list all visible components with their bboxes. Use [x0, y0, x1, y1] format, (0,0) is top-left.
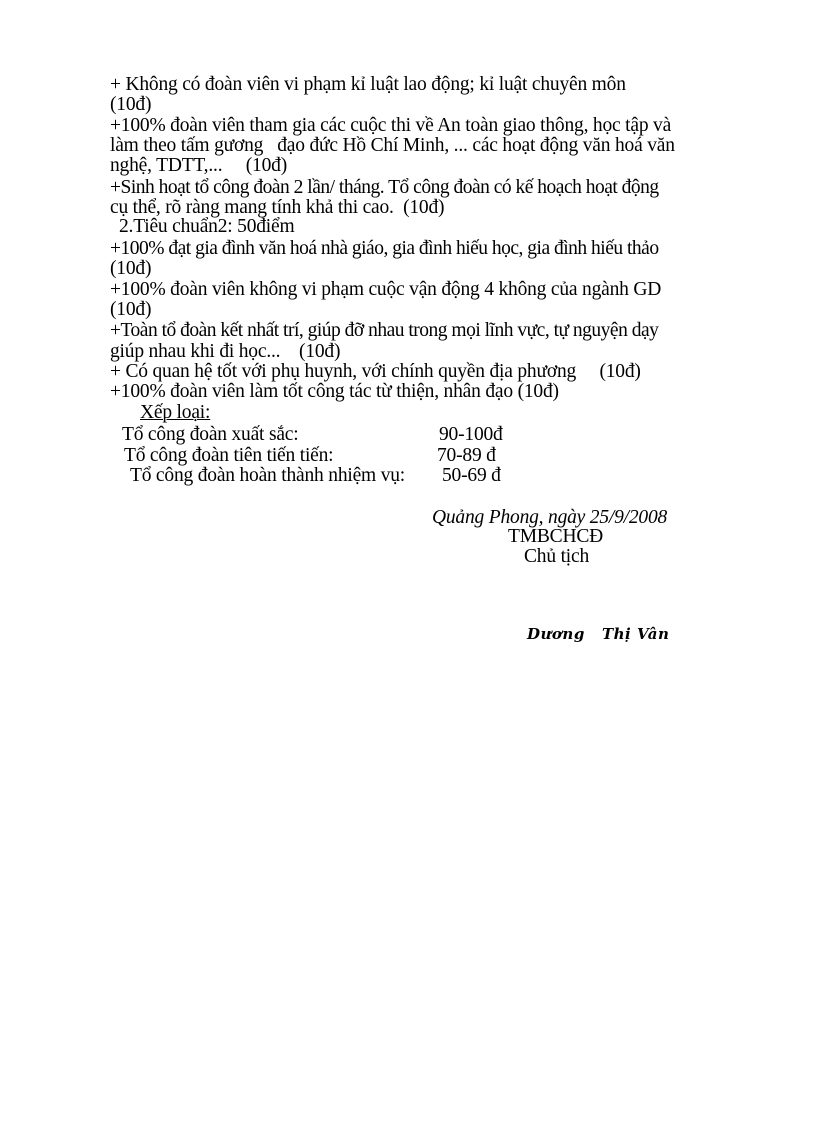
signature-org: TMBCHCĐ — [508, 526, 604, 547]
criteria2-item-1-line2: (10đ) — [110, 258, 152, 279]
criteria2-item-5-line1: +100% đoàn viên làm tốt công tác từ thiện, nhân đạo (10đ) — [110, 381, 559, 402]
criteria2-item-4-line1: + Có quan hệ tốt với phụ huynh, với chính quyền địa phương (10đ) — [110, 361, 641, 382]
criteria1-item-1-line1: + Không có đoàn viên vi phạm kỉ luật lao động; kỉ luật chuyên môn — [110, 74, 626, 95]
criteria2-item-1-line1: +100% đạt gia đình văn hoá nhà giáo, gia đình hiếu học, gia đình hiếu thảo — [110, 238, 659, 259]
criteria2-item-2-line2: (10đ) — [110, 299, 152, 320]
criteria1-item-2-line2: làm theo tấm gương đạo đức Hồ Chí Minh, ... các hoạt động văn hoá văn — [110, 135, 675, 156]
ranking-heading: Xếp loại: — [140, 402, 211, 423]
criteria2-item-3-line1: +Toàn tổ đoàn kết nhất trí, giúp đỡ nhau trong mọi lĩnh vực, tự nguyện dạy — [110, 320, 659, 341]
criteria1-item-2-line1: +100% đoàn viên tham gia các cuộc thi về An toàn giao thông, học tập và — [110, 115, 672, 136]
ranking-row-1-label: Tổ công đoàn xuất sắc: — [122, 424, 299, 445]
criteria2-item-3-line2: giúp nhau khi đi học... (10đ) — [110, 341, 341, 362]
ranking-row-2-label: Tổ công đoàn tiên tiến tiến: — [124, 445, 334, 466]
ranking-row-1-score: 90-100đ — [439, 424, 503, 445]
criteria1-item-3-line2: cụ thể, rõ ràng mang tính khả thi cao. (10đ) — [110, 197, 445, 218]
place-date: Quảng Phong, ngày 25/9/2008 — [432, 507, 668, 528]
criteria2-item-2-line1: +100% đoàn viên không vi phạm cuộc vận động 4 không của ngành GD — [110, 279, 662, 300]
ranking-row-3-score: 50-69 đ — [442, 465, 501, 486]
criteria1-item-1-line2: (10đ) — [110, 94, 152, 115]
ranking-row-3-label: Tổ công đoàn hoàn thành nhiệm vụ: — [130, 465, 406, 486]
signer-name: Dương Thị Vân — [527, 625, 670, 643]
criteria2-heading: 2.Tiêu chuẩn2: 50điểm — [119, 216, 295, 237]
ranking-row-2-score: 70-89 đ — [437, 445, 496, 466]
criteria1-item-2-line3: nghệ, TDTT,... (10đ) — [110, 155, 287, 176]
criteria1-item-3-line1: +Sinh hoạt tổ công đoàn 2 lần/ tháng. Tổ công đoàn có kế hoạch hoạt động — [110, 177, 659, 198]
signature-role: Chủ tịch — [524, 546, 590, 567]
